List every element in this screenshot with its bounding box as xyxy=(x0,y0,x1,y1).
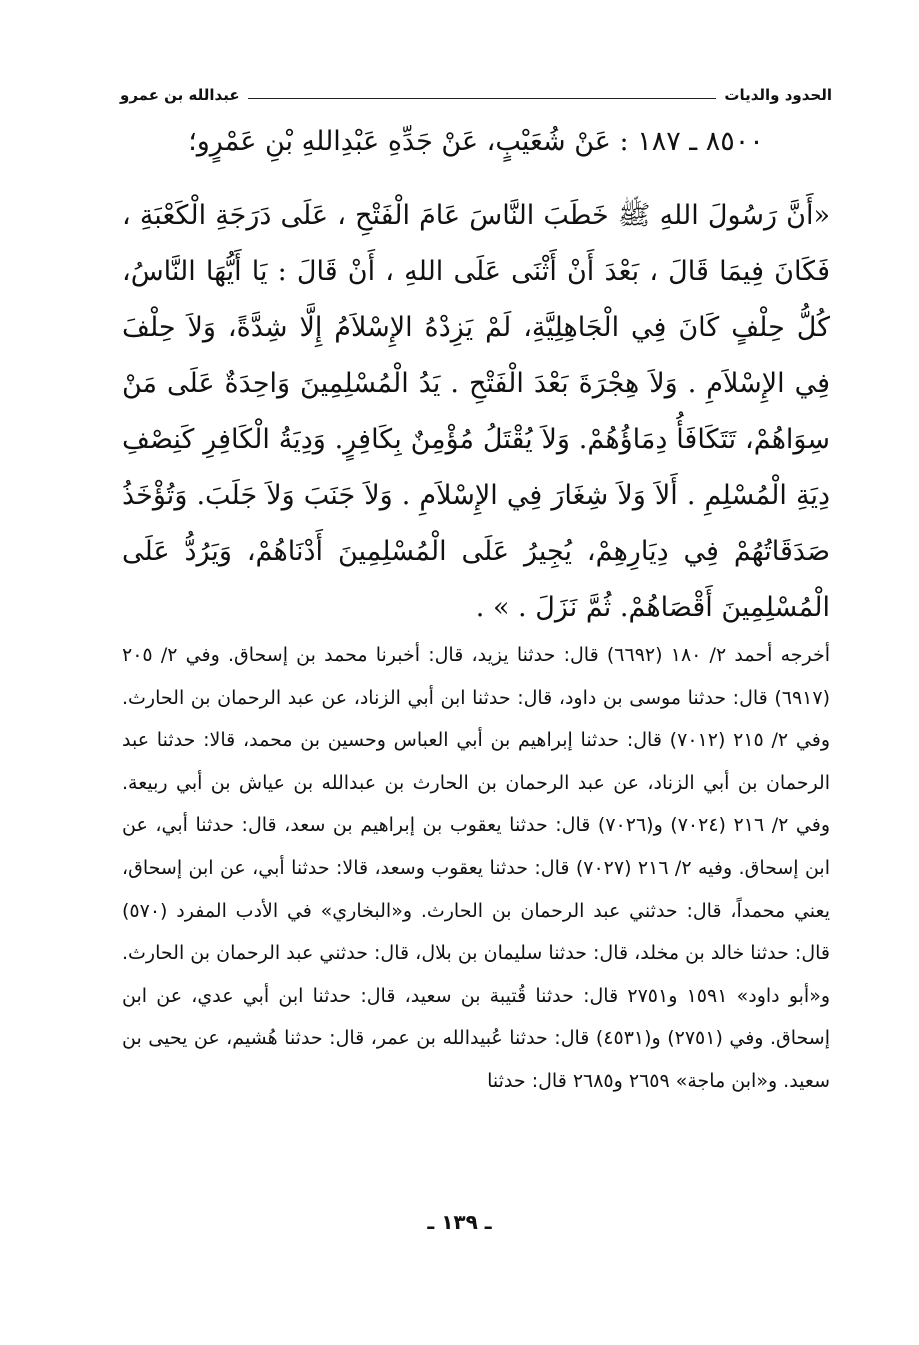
hadith-text-block xyxy=(122,188,830,636)
hadith-text: «أَنَّ رَسُولَ اللهِ ﷺ خَطَبَ النَّاسَ عَامَ الْفَتْحِ ، عَلَى دَرَجَةِ الْكَعْبَةِ ، فَكَانَ فِيمَا قَالَ ، بَعْدَ أَنْ أَثْنَى عَلَى اللهِ ، أَنْ قَالَ : يَا أَيُّهَا النَّاسُ، كُلُّ حِلْفٍ كَانَ فِي الْجَاهِلِيَّةِ، لَمْ يَزِدْهُ الإِسْلاَمُ إِلَّا شِدَّةً، وَلاَ حِلْفَ فِي الإِسْلاَمِ . وَلاَ هِجْرَةَ بَعْدَ الْفَتْحِ . يَدُ الْمُسْلِمِينَ وَاحِدَةٌ عَلَى مَنْ سِوَاهُمْ، تَتَكَافَأُ دِمَاؤُهُمْ. وَلاَ يُقْتَلُ مُؤْمِنٌ بِكَافِرٍ. وَدِيَةُ الْكَافِرِ كَنِصْفِ دِيَةِ الْمُسْلِمِ . أَلاَ وَلاَ شِغَارَ فِي الإِسْلاَمِ . وَلاَ جَنَبَ وَلاَ جَلَبَ. وَتُؤْخَذُ صَدَقَاتُهُمْ فِي دِيَارِهِمْ، يُجِيرُ عَلَى الْمُسْلِمِينَ أَدْنَاهُمْ، وَيَرُدُّ عَلَى الْمُسْلِمِينَ أَقْصَاهُمْ. ثُمَّ نَزَلَ . » . xyxy=(122,200,830,623)
header-rule xyxy=(248,98,717,99)
page-number: ـ ١٣٩ ـ xyxy=(427,1210,492,1234)
takhrij-block xyxy=(122,634,830,1103)
narrator-title: عبدالله بن عمرو xyxy=(120,86,240,104)
hadith-heading: ٨٥٠٠ ـ ١٨٧ : عَنْ شُعَيْبٍ، عَنْ جَدِّهِ عَبْدِاللهِ بْنِ عَمْرٍو؛ xyxy=(188,126,764,157)
takhrij-text: أخرجه أحمد ٢/ ١٨٠ (٦٦٩٢) قال: حدثنا يزيد، قال: أخبرنا محمد بن إسحاق. وفي ٢/ ٢٠٥ (٦٩١٧) قال: حدثنا موسى بن داود، قال: حدثنا ابن أبي الزناد، عن عبد الرحمان بن الحارث. وفي ٢/ ٢١٥ (٧٠١٢) قال: حدثنا إبراهيم بن أبي العباس وحسين بن محمد، قالا: حدثنا عبد الرحمان بن أبي الزناد، عن عبد الرحمان بن الحارث بن عبدالله بن عياش بن أبي ربيعة. وفي ٢/ ٢١٦ (٧٠٢٤) و(٧٠٢٦) قال: حدثنا يعقوب بن إبراهيم بن سعد، قال: حدثنا أبي، عن ابن إسحاق. وفيه ٢/ ٢١٦ (٧٠٢٧) قال: حدثنا يعقوب وسعد، قالا: حدثنا أبي، عن ابن إسحاق، يعني محمداً، قال: حدثني عبد الرحمان بن الحارث. و«البخاري» في الأدب المفرد (٥٧٠) قال: حدثنا خالد بن مخلد، قال: حدثنا سليمان بن بلال، قال: حدثني عبد الرحمان بن الحارث. و«أبو داود» ١٥٩١ و٢٧٥١ قال: حدثنا قُتيبة بن سعيد، قال: حدثنا ابن أبي عدي، عن ابن إسحاق. وفي (٢٧٥١) و(٤٥٣١) قال: حدثنا عُبيدالله بن عمر، قال: حدثنا هُشيم، عن يحيى بن سعيد. و«ابن ماجة» ٢٦٥٩ و٢٦٨٥ قال: حدثنا xyxy=(122,644,831,1092)
chapter-title: الحدود والديات xyxy=(724,86,832,104)
running-header xyxy=(120,74,832,104)
